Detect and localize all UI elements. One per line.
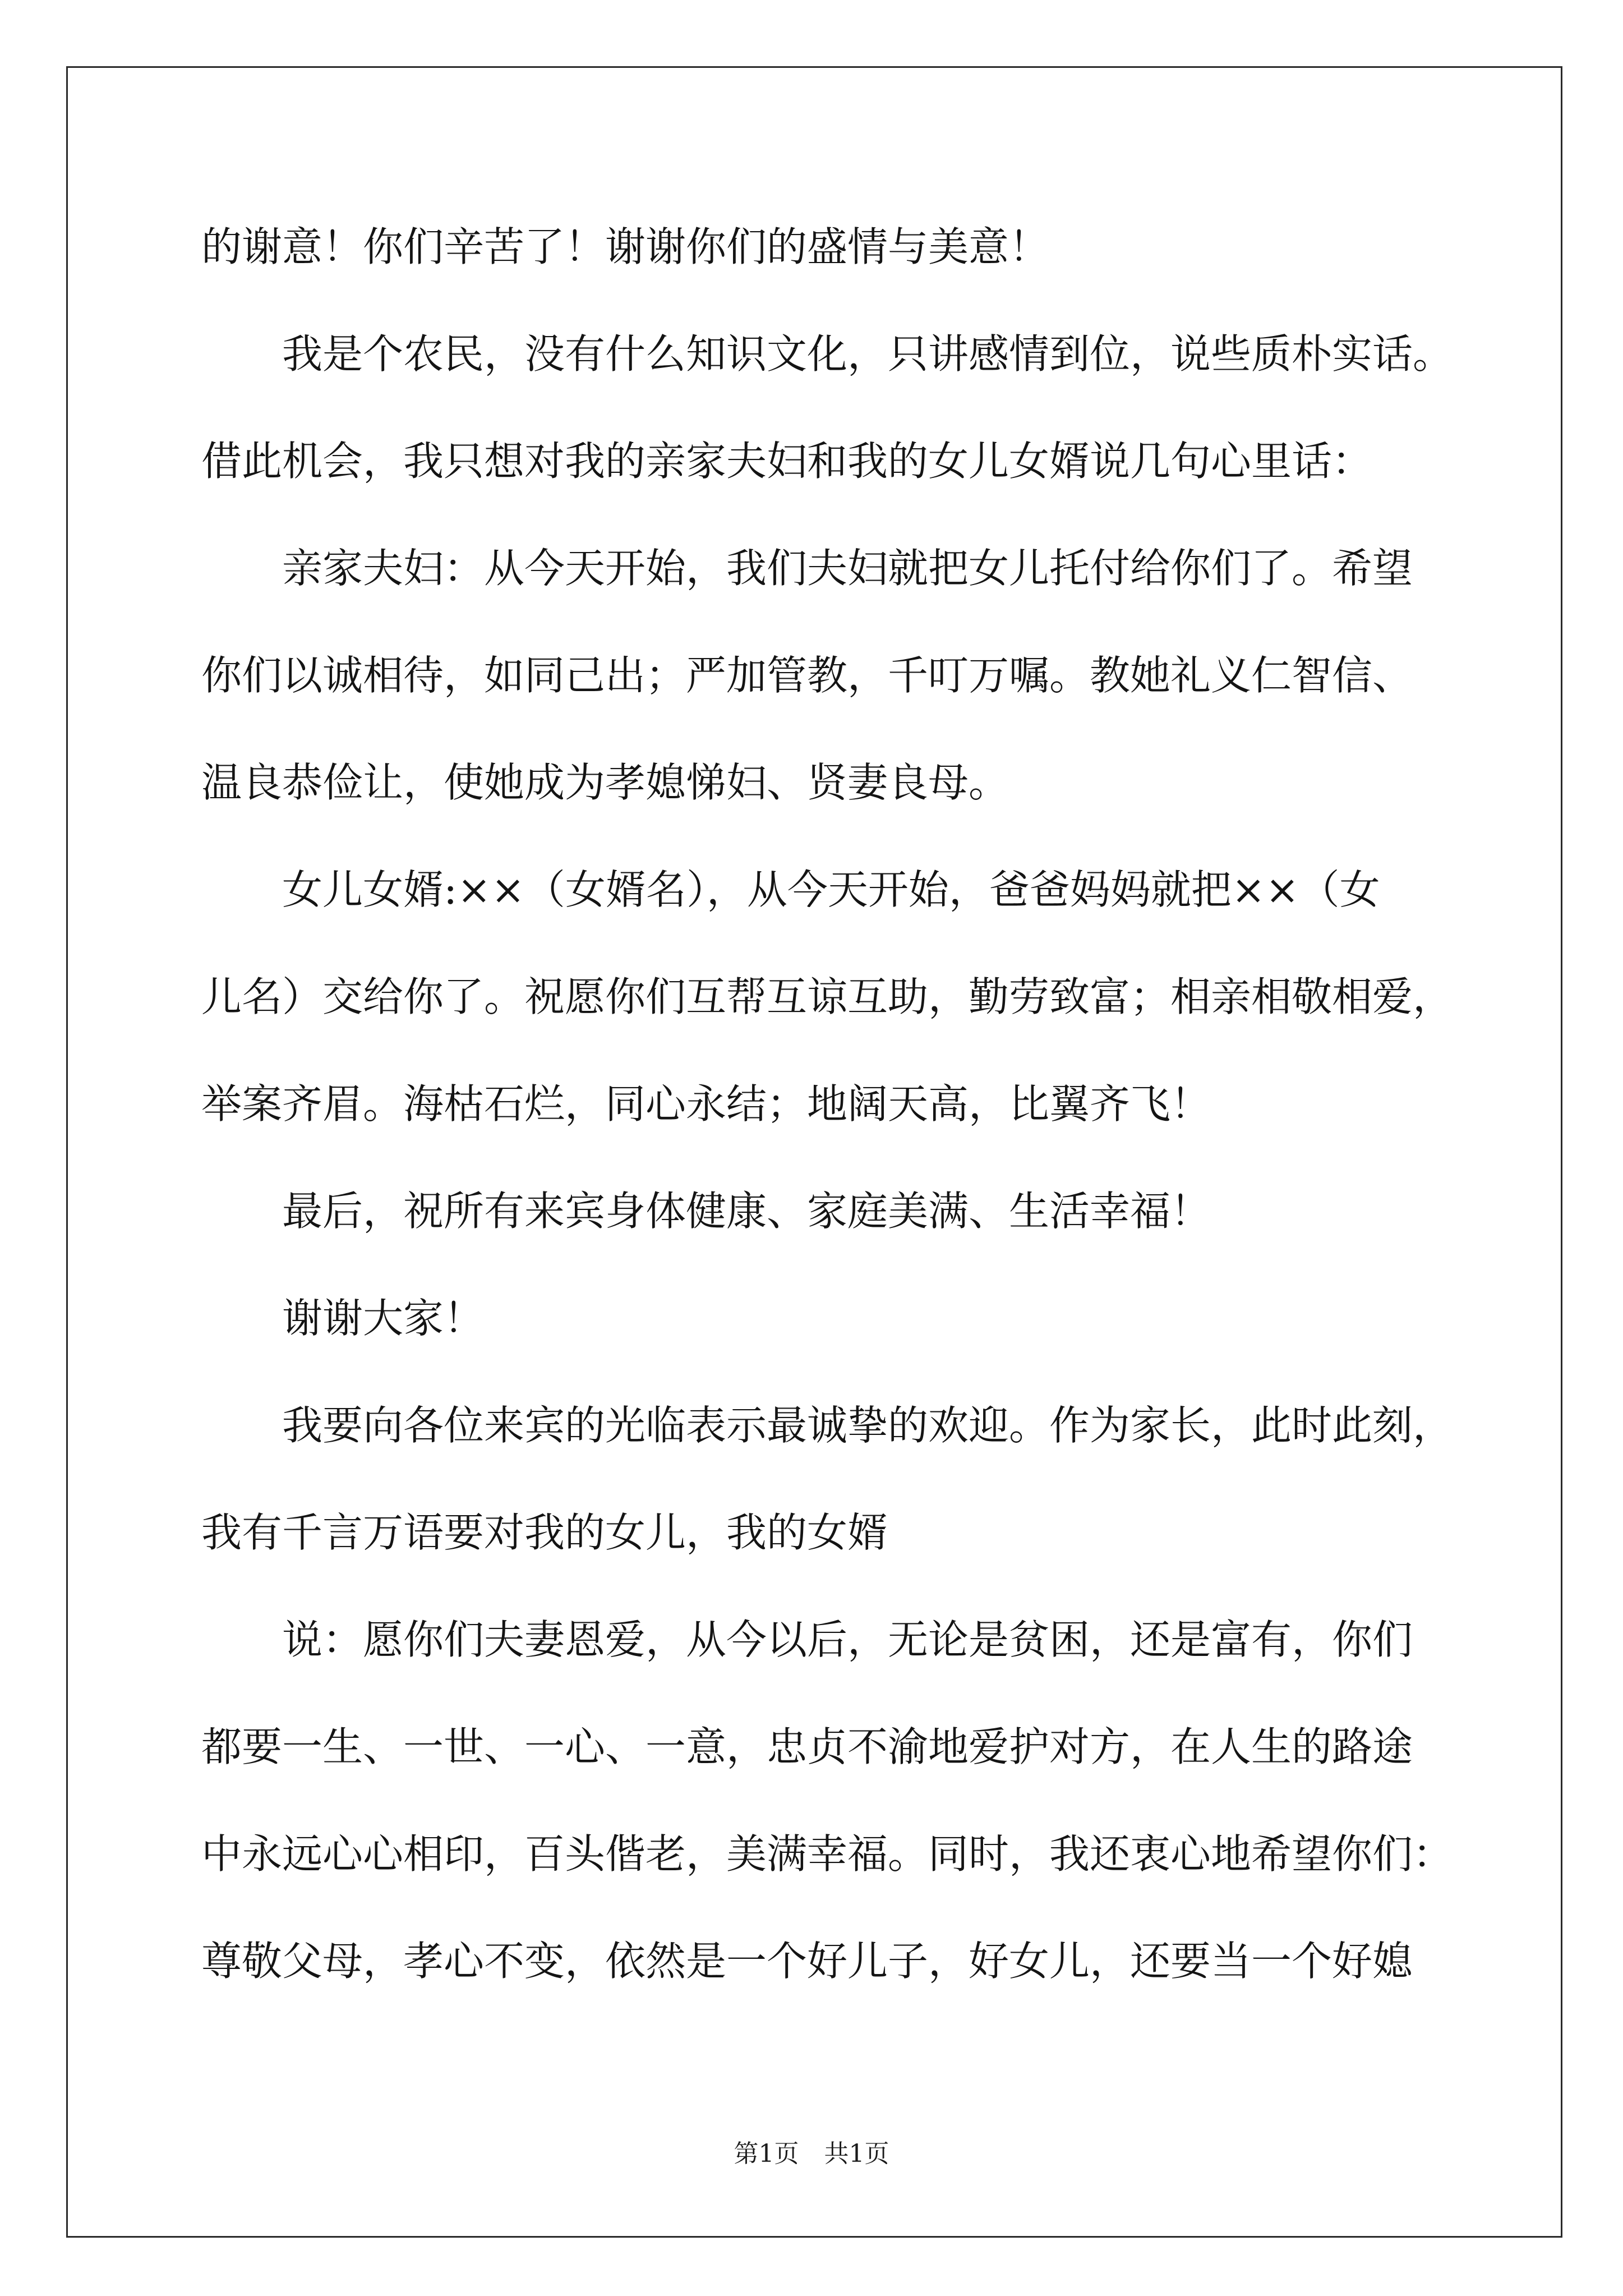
paragraph [201,515,1536,836]
paragraph [201,301,1536,515]
text-line: 亲家夫妇：从今天开始，我们夫妇就把女儿托付给你们了。希望 [282,545,1413,592]
text-line: 中永远心心相印，百头偕老，美满幸福。同时，我还衷心地希望你们： [201,1830,1454,1878]
paragraph [201,1265,1536,1372]
paragraph [201,1158,1536,1265]
text-line: 女儿女婿:××（女婿名），从今天开始，爸爸妈妈就把××（女 [282,866,1380,913]
text-line: 温良恭俭让，使她成为孝媳悌妇、贤妻良母。 [201,759,1009,806]
document-body [201,194,1536,2015]
text-line: 儿名）交给你了。祝愿你们互帮互谅互助，勤劳致富；相亲相敬相爱， [201,973,1454,1020]
text-line: 谢谢大家！ [282,1295,485,1342]
text-line: 尊敬父母，孝心不变，依然是一个好儿子，好女儿，还要当一个好媳 [201,1938,1413,1985]
text-line: 我要向各位来宾的光临表示最诚挚的欢迎。作为家长，此时此刻， [282,1402,1454,1449]
paragraph [201,836,1536,1158]
text-line: 的谢意！你们辛苦了！谢谢你们的盛情与美意！ [201,223,1050,270]
page-total: 共1页 [824,2139,889,2168]
text-line: 我有千言万语要对我的女儿，我的女婿 [201,1509,888,1556]
paragraph [201,194,1536,301]
page-footer [0,2137,1623,2171]
paragraph [201,1586,1536,2015]
text-line: 说：愿你们夫妻恩爱，从今以后，无论是贫困，还是富有，你们 [282,1616,1413,1663]
text-line: 我是个农民，没有什么知识文化，只讲感情到位，说些质朴实话。 [282,330,1454,378]
paragraph [201,1372,1536,1586]
text-line: 都要一生、一世、一心、一意，忠贞不渝地爱护对方，在人生的路途 [201,1723,1413,1770]
text-line: 最后，祝所有来宾身体健康、家庭美满、生活幸福！ [282,1188,1211,1235]
page-number: 第1页 [734,2139,799,2168]
text-line: 举案齐眉。海枯石烂，同心永结；地阔天高，比翼齐飞！ [201,1080,1211,1128]
text-line: 你们以诚相待，如同己出；严加管教，千叮万嘱。教她礼义仁智信、 [201,652,1413,699]
text-line: 借此机会，我只想对我的亲家夫妇和我的女儿女婿说几句心里话： [201,438,1373,485]
